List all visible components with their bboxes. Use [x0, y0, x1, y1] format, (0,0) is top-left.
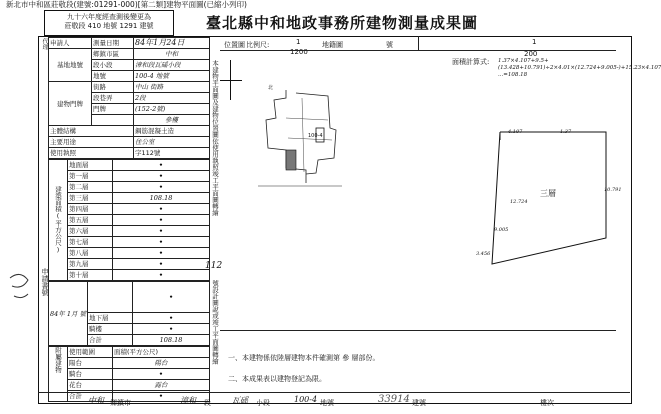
annex-row-label: 陽台 — [68, 358, 113, 369]
row-value: (152-2號) — [134, 104, 210, 115]
floor-row-value: • — [113, 215, 210, 226]
floor-row-value: • — [113, 226, 210, 237]
row-sub — [92, 115, 134, 126]
number-label: 號 — [386, 41, 393, 49]
footer-page-label: 樓次 — [540, 399, 554, 407]
structure-label: 主體結構 — [49, 126, 134, 137]
floor-row-label: 第二層 — [68, 182, 113, 193]
area-formula-label: 面積計算式: — [452, 58, 490, 66]
map-lot-label: 100-4 — [308, 133, 323, 139]
app-no-vertical: 申請書號 — [41, 268, 49, 296]
floor-row-value: • — [113, 237, 210, 248]
footer-section-label: 段 — [204, 399, 211, 407]
row-value: 參樓 — [134, 115, 210, 126]
floor-row-label: 第八層 — [68, 248, 113, 259]
footer-building-number: 33914 — [378, 394, 410, 405]
footer-section-value: 漳和 — [180, 396, 196, 405]
annex-col-use: 使用範圍 — [68, 347, 113, 358]
footer-district-value: 中和 — [88, 396, 104, 405]
dim-4: 10.791 — [604, 187, 622, 193]
floor-row-label: 騎樓 — [88, 324, 133, 335]
footer-lot-value: 100-4 — [294, 395, 318, 404]
usage-label: 主要用途 — [49, 137, 134, 148]
footer-divider — [38, 392, 630, 393]
annex-row-label: 騎台 — [68, 369, 113, 380]
vertical-note-2: 號設計圖說或竣工平面圖轉繪 — [211, 280, 219, 365]
row-value: 漳和段瓦磘小段 — [134, 60, 210, 71]
floor-row-value: • — [113, 160, 210, 171]
floor-plan-outline — [486, 128, 616, 278]
stamp-line-1: 九十六年度經查測後變更為 — [67, 13, 151, 21]
north-arrow-cross — [220, 80, 242, 81]
floor-row-label: 第七層 — [68, 237, 113, 248]
dim-1: 1.37 — [560, 129, 572, 135]
floor-row-value: • — [113, 171, 210, 182]
dim-2: 4.107 — [508, 129, 523, 135]
lot-map-label: 地籍圖 — [322, 41, 343, 49]
floor-row-label: 地下層 — [88, 313, 133, 324]
annex-row-value: 露台 — [113, 380, 210, 391]
floor-row-label: 第十層 — [68, 270, 113, 281]
footer-district-label: 鄉鎮市 — [110, 399, 131, 407]
annex-row-value: • — [113, 391, 210, 402]
row-sub: 門牌 — [92, 104, 134, 115]
scale-denominator: 1200 — [290, 48, 308, 56]
survey-date-label: 測量日期 — [92, 38, 134, 49]
footer-subsection-label: 小段 — [256, 399, 270, 407]
dim-6: 9.005 — [494, 227, 509, 233]
row-sub: 段巷弄 — [92, 93, 134, 104]
footer-lot-label: 地號 — [320, 399, 334, 407]
header-divider — [220, 50, 616, 51]
floor-plan-label: 三層 — [540, 189, 556, 198]
location-map-label: 位置圖 — [224, 41, 245, 49]
floor-row-label: 合計 — [88, 335, 133, 346]
floor-table-lower — [48, 281, 210, 346]
row-value: 中和 — [134, 49, 210, 60]
document-caption: 新北市中和區莊敬段(建號:01291-000)[第二類]建物平面圖(已縮小列印) — [6, 0, 247, 9]
annex-row-label: 合計 — [68, 391, 113, 402]
left-data-table — [48, 37, 210, 402]
side-number-112: 112 — [205, 261, 223, 271]
annex-header: 附屬建物 — [49, 347, 68, 402]
floor-row-label: 第九層 — [68, 259, 113, 270]
annex-row-label: 花台 — [68, 380, 113, 391]
license-label: 使用執照 — [49, 148, 134, 159]
floor-row-value: 108.18 — [113, 193, 210, 204]
stamp-line-2: 莊敬段 410 地號 1291 建號 — [64, 22, 154, 30]
blank-value: • — [133, 282, 210, 313]
app-no-value: 84年 1月 號 — [50, 309, 87, 318]
floor-row-label: 第五層 — [68, 215, 113, 226]
row-sub: 鄉鎮市區 — [92, 49, 134, 60]
row-value: 100-4 地號 — [134, 71, 210, 82]
row-sub: 街路 — [92, 82, 134, 93]
header-separator — [418, 36, 419, 50]
plan-scale-numerator: 1 — [532, 38, 537, 46]
row-label-door: 建物門牌 — [49, 82, 92, 126]
scale-numerator: 1 — [296, 38, 301, 46]
usage-value: 住公室 — [134, 137, 210, 148]
structure-value: 鋼筋混凝土造 — [134, 126, 210, 137]
scale-label: 比例尺: — [246, 41, 270, 49]
annex-row-value: 陽台 — [113, 358, 210, 369]
margin-mark-icon — [4, 268, 38, 308]
location-map-sketch — [256, 88, 346, 188]
row-value: 2段 — [134, 93, 210, 104]
floor-area-vertical-label: 建築面積(平方公尺) — [49, 160, 68, 281]
floor-row-value: • — [113, 204, 210, 215]
dim-5: 12.724 — [510, 199, 528, 205]
dim-7: 3.456 — [476, 251, 491, 257]
survey-date-value: 84年1月24日 — [134, 38, 210, 49]
plan-scale-denominator: 200 — [524, 50, 538, 58]
row-label-site: 基地地號 — [49, 49, 92, 82]
row-sub: 段小段 — [92, 60, 134, 71]
annex-row-value: • — [113, 369, 210, 380]
floor-row-value: • — [113, 248, 210, 259]
license-value: 字112號 — [134, 148, 210, 159]
floor-row-value: • — [133, 324, 210, 335]
floor-table — [48, 159, 210, 281]
floor-row-label: 第六層 — [68, 226, 113, 237]
app-no-cell — [49, 282, 88, 346]
map-north-label: 北 — [268, 85, 274, 91]
floor-row-label: 第一層 — [68, 171, 113, 182]
note-2: 二、本成果表以建物登記為限。 — [228, 375, 326, 383]
floor-row-label: 地面層 — [68, 160, 113, 171]
floor-row-label: 第三層 — [68, 193, 113, 204]
total-area-value: 108.18 — [133, 335, 210, 346]
area-formula-value: 1.37×4.107+9.5+(13.428+10.791)÷2×4.01×(12.724+9.005-)+15.23×4.107 ...=108.18 — [498, 58, 661, 78]
page-title: 臺北縣中和地政事務所建物測量成果圖 — [206, 14, 479, 32]
note-1: 一、本建物係依陸層建物本件確測第 參 層部份。 — [228, 354, 380, 362]
annex-table — [48, 346, 210, 402]
footer-building-label: 建號 — [412, 399, 426, 407]
notes-divider — [220, 330, 616, 331]
agent-label: 代理 — [41, 38, 48, 50]
floor-row-value: • — [113, 270, 210, 281]
row-sub: 地號 — [92, 71, 134, 82]
blank-row — [88, 282, 133, 313]
row-value: 中山 街路 — [134, 82, 210, 93]
floor-row-value: • — [113, 259, 210, 270]
floor-row-label: 第四層 — [68, 204, 113, 215]
change-stamp — [44, 10, 174, 36]
floor-row-value: • — [133, 313, 210, 324]
floor-row-value: • — [113, 182, 210, 193]
applicant-label: 申請人 — [49, 38, 92, 49]
footer-subsection-value: 瓦磘 — [232, 396, 248, 405]
vertical-note-1: 本建物平面圖及建物位置圖依使用執照竣工平面圖轉繪 — [211, 60, 219, 216]
annex-area-header: 面積(平方公尺) — [113, 347, 210, 358]
